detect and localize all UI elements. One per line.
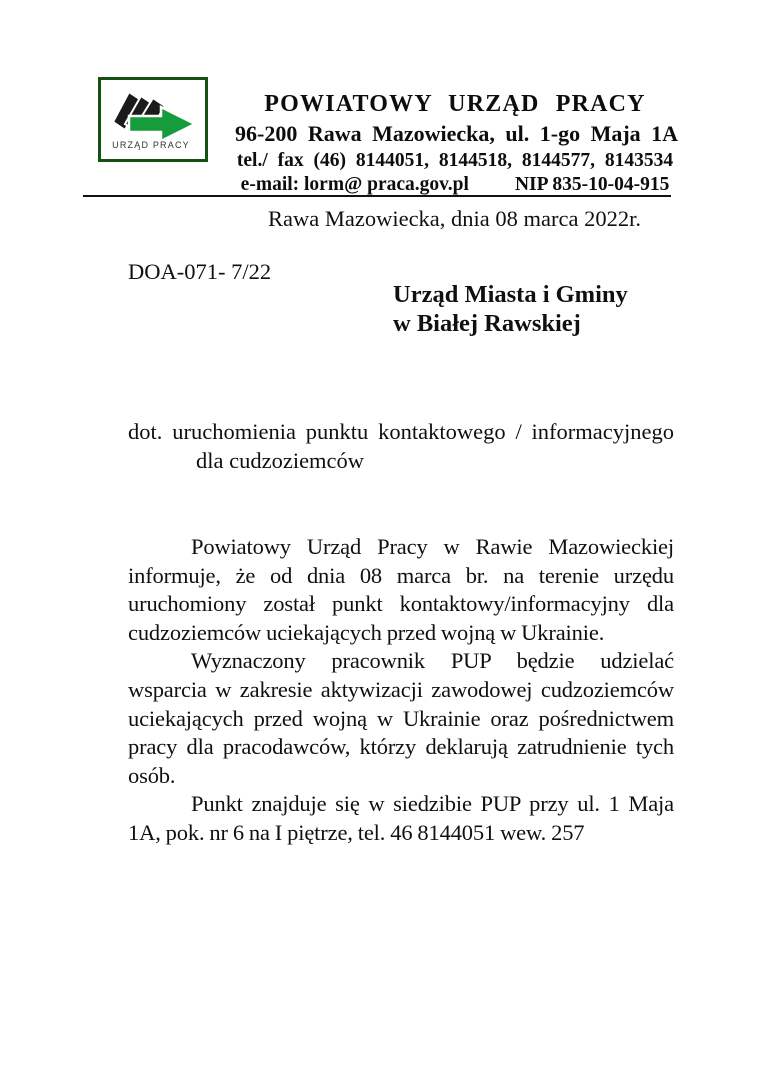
- addressee-block: [393, 281, 628, 338]
- subject-line-2: dla cudzoziemców: [196, 448, 365, 473]
- body-paragraph: Punkt znajduje się w siedzibie PUP przy ul. 1 Maja 1A, pok. nr 6 na I piętrze, tel. 46 8144051 wew. 257: [128, 791, 674, 845]
- org-nip: NIP 835-10-04-915: [514, 174, 670, 195]
- header-divider: [83, 195, 671, 197]
- subject-line-1: dot. uruchomienia punktu kontaktowego / informacyjnego: [128, 419, 674, 444]
- org-email-row: [235, 173, 675, 197]
- pup-logo-icon: [101, 80, 205, 159]
- letter-body: [128, 533, 674, 848]
- date-line: Rawa Mazowiecka, dnia 08 marca 2022r.: [268, 206, 641, 231]
- org-email: e-mail: lorm@ praca.gov.pl: [240, 174, 469, 195]
- addressee-name: Urząd Miasta i Gminy: [393, 281, 628, 308]
- org-name: POWIATOWY URZĄD PRACY: [264, 91, 646, 117]
- pup-logo: [98, 77, 208, 162]
- reference-number: DOA-071- 7/22: [128, 259, 272, 284]
- subject-block: [128, 417, 674, 475]
- body-paragraph: Wyznaczony pracownik PUP będzie udzielać wsparcia w zakresie aktywizacji zawodowej cudzoziemców uciekających przed wojną w Ukrainie oraz pośrednictwem pracy dla pracodawców, którzy deklarują zatrudnienie tych osób.: [128, 648, 674, 788]
- addressee-location: w Białej Rawskiej: [393, 309, 581, 337]
- org-address: 96-200 Rawa Mazowiecka, ul. 1-go Maja 1A: [235, 121, 679, 146]
- letterhead: [235, 90, 679, 197]
- org-phone-fax: tel./ fax (46) 8144051, 8144518, 8144577, 8143534: [236, 150, 674, 171]
- body-paragraph: Powiatowy Urząd Pracy w Rawie Mazowieckiej informuje, że od dnia 08 marca br. na terenie urzędu uruchomiony został punkt kontaktowy/informacyjny dla cudzoziemców uciekających przed wojną w Ukrainie.: [128, 534, 674, 645]
- logo-caption: URZĄD PRACY: [112, 140, 190, 150]
